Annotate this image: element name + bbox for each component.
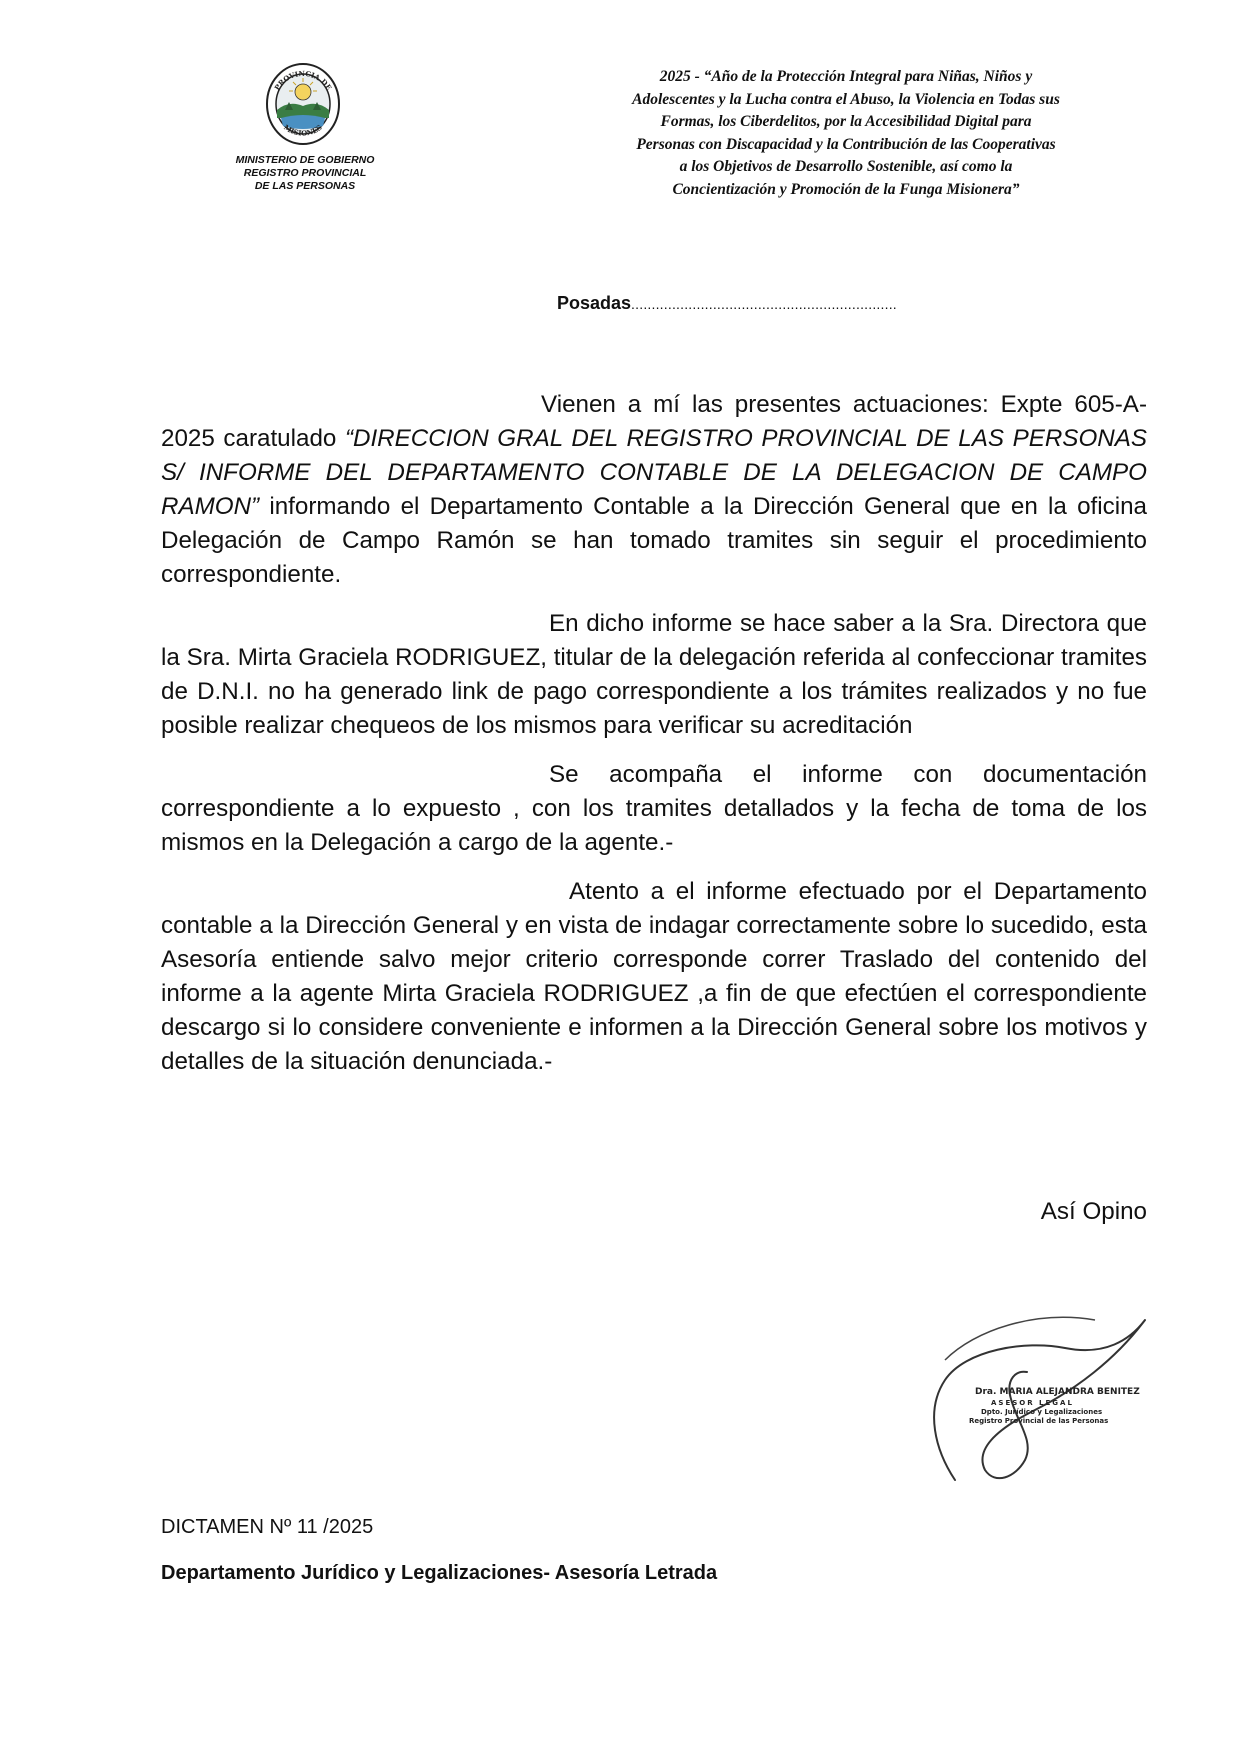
paragraph-text: Vienen a mí las presentes actuaciones: Expte 605-A-2025 caratulado: [161, 391, 1147, 452]
ministry-line: REGISTRO PROVINCIAL: [243, 167, 367, 179]
document-body: [161, 388, 1147, 1094]
paragraph-text: En dicho informe se hace saber a la Sra. Directora que la Sra. Mirta Graciela RODRIGUEZ, titular de la delegación referida al confeccionar tramites de D.N.I. no ha generado link de pago correspondiente a los trámites realizados y no fue posible realizar chequeos de los mismos para verificar su acreditación: [161, 610, 1147, 739]
place-label: Posadas: [557, 293, 632, 313]
paragraph-2: [161, 607, 1147, 743]
paragraph-3: [161, 758, 1147, 860]
motto-line: a los Objetivos de Desarrollo Sostenible, así como la: [679, 158, 1013, 175]
year-motto: [556, 66, 1136, 201]
ministry-line: DE LAS PERSONAS: [254, 180, 356, 192]
paragraph-4: [161, 875, 1147, 1079]
motto-line: 2025 - “Año de la Protección Integral para Niñas, Niños y: [659, 68, 1033, 85]
closing-phrase: Así Opino: [1040, 1198, 1147, 1225]
seal-bottom-text: MISIONES: [282, 122, 324, 138]
motto-line: Formas, los Ciberdelitos, por la Accesibilidad Digital para: [660, 113, 1032, 130]
paragraph-text: Atento a el informe efectuado por el Departamento contable a la Dirección General y en vista de indagar correctamente sobre lo sucedido, esta Asesoría entiende salvo mejor criterio corresponde correr Traslado del contenido del informe a la agente Mirta Graciela RODRIGUEZ ,a fin de que efectúen el correspondiente descargo si lo considere conveniente e informen a la Dirección General sobre los motivos y detalles de la situación denunciada.-: [161, 878, 1147, 1075]
provincial-seal-icon: [263, 60, 343, 146]
department-name: Departamento Jurídico y Legalizaciones- Asesoría Letrada: [161, 1562, 718, 1584]
svg-text:Dra. MARIA ALEJANDRA BENITEZ: Dra. MARIA ALEJANDRA BENITEZ: [975, 1387, 1140, 1397]
ministry-line: MINISTERIO DE GOBIERNO: [235, 154, 375, 166]
signature-stamp-image: [915, 1300, 1155, 1500]
motto-line: Concientización y Promoción de la Funga Misionera”: [672, 180, 1020, 198]
motto-line: Adolescentes y la Lucha contra el Abuso, la Violencia en Todas sus: [632, 90, 1060, 108]
svg-text:Registro Provincial de las Per: Registro Provincial de las Personas: [969, 1417, 1109, 1425]
dictamen-number: DICTAMEN Nº 11 /2025: [161, 1516, 374, 1538]
paragraph-text: informando el Departamento Contable a la Dirección General que en la oficina Delegación de Campo Ramón se han tomado tramites sin seguir el procedimiento correspondiente.: [161, 493, 1147, 588]
paragraph-text: Se acompaña el informe con documentación correspondiente a lo expuesto , con los tramites detallados y la fecha de toma de los mismos en la Delegación a cargo de la agente.-: [161, 761, 1147, 856]
svg-text:Dpto. Jurídico y Legalizacione: Dpto. Jurídico y Legalizaciones: [981, 1408, 1103, 1416]
svg-text:ASESOR LEGAL: ASESOR LEGAL: [991, 1399, 1074, 1407]
paragraph-1: [161, 388, 1147, 592]
ministry-block: [200, 154, 410, 193]
case-title-quote: “DIRECCION GRAL DEL REGISTRO PROVINCIAL DE LAS PERSONAS S/ INFORME DEL DEPARTAMENTO CONTABLE DE LA DELEGACION DE CAMPO RAMON”: [161, 425, 1147, 520]
place-date-line: [557, 293, 897, 314]
motto-line: Personas con Discapacidad y la Contribución de las Cooperativas: [636, 135, 1056, 153]
seal-top-text: PROVINCIA DE: [272, 68, 334, 92]
date-placeholder-dots: .................................................................: [631, 296, 897, 312]
